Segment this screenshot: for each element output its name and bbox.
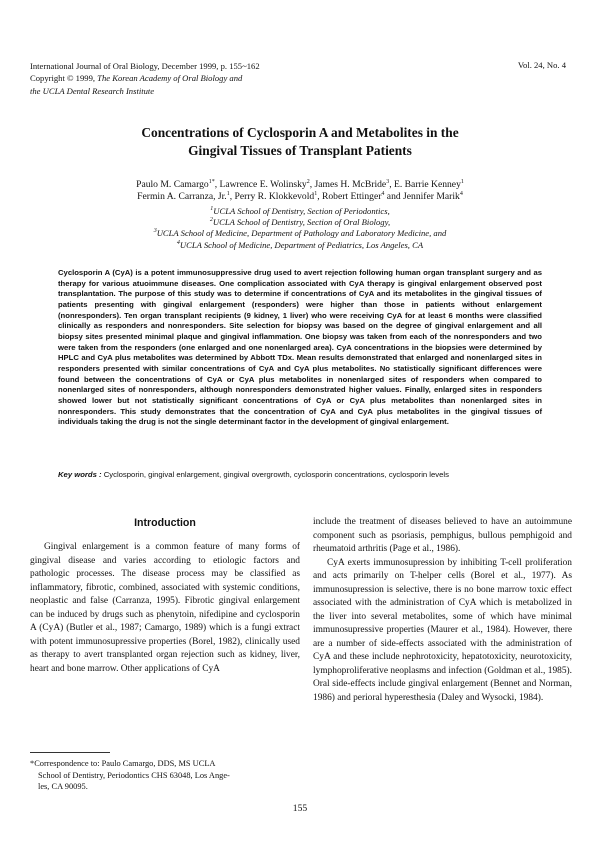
affiliations xyxy=(40,206,560,251)
affiliation-2: $^2$UCLA School of Dentistry, Section of Oral Biology, xyxy=(209,217,391,228)
keywords xyxy=(58,470,558,479)
author-list xyxy=(40,179,560,202)
journal-header xyxy=(30,60,260,97)
section-heading-introduction: Introduction xyxy=(134,517,196,529)
affiliation-3: $^3$UCLA School of Medicine, Department of Pathology and Laboratory Medicine, and xyxy=(153,228,447,239)
volume-issue: Vol. 24, No. 4 xyxy=(517,60,566,70)
correspondence-footnote: *Correspondence to: Paulo Camargo, DDS, MS UCLA School of Dentistry, Periodontics CHS 63048, Los Ange- les, CA 90095. xyxy=(30,759,230,792)
body-column-left xyxy=(30,541,300,676)
abstract: Cyclosporin A (CyA) is a potent immunosuppressive drug used to avert rejection following human organ transplant surgery and as therapy for various atuoimmune diseases. One complication associated with CyA therapy is gingival enlargement observed post transplantation. The purpose of this study was to determine if concentrations of CyA and its metabolites in the gingival tissues of patients presenting with gingival enlargement (responders) were higher than those in patients without enlargement (nonresponders). Ten organ transplant recipients (9 kidney, 1 liver) who were receiving CyA for at least 6 months were classified clinically as responders and nonresponders. Site selection for biopsy was based on the degree of gingival enlargement and all biopsy sites presented minimal plaque and gingival inflammation. One biopsy was taken from each of the nonresponders and two were taken from the responders (one enlarged and one nonenlarged area). CyA concentrations in the biopsies were determined by HPLC and CyA plus metabolites was determined by Abbott TDx. Mean results demonstrated that enlarged and nonenlarged sites in responders presented with similar concentrations of CyA and CyA plus metabolites. No statistically significant differences were found between the concentrations of CyA or CyA plus metabolites in nonenlarged sites of responders when compared to nonenlarged sites of nonresponders, although nonresponders demonstrated higher values. Finally, enlarged sites in responders showed lower but not statistically significant concentrations of CyA or CyA plus metabolites than nonenlarged sites in nonresponders. This study demonstrates that the concentration of CyA and CyA plus metabolites in the gingival tissues of individuals taking the drug is not the single determinant factor in the development of gingival enlargement. xyxy=(58,268,542,427)
copyright-line: Copyright © 1999, The Korean Academy of Oral Biology and xyxy=(30,73,243,84)
intro-paragraph-1-continued: include the treatment of diseases believed to have an autoimmune component such as psoriasis, pemphigus, bullous pemphigoid and rheumatoid arthritis (Page et al., 1986). xyxy=(313,517,572,554)
author-line-1: Paulo M. Camargo$^{1*}$, Lawrence E. Wolinsky$^2$, James H. McBride$^3$, E. Barrie Kenney$^1$ xyxy=(136,178,464,190)
footnote-divider xyxy=(30,752,110,753)
author-line-2: Fermin A. Carranza, Jr.$^1$, Perry R. Klokkevold$^1$, Robert Ettinger$^4$ and Jennifer Marik$^4$ xyxy=(137,190,463,202)
affiliation-4: $^4$UCLA School of Medicine, Department of Pediatrics, Los Angeles, CA xyxy=(176,239,424,250)
intro-paragraph-2: CyA exerts immunosupression by inhibiting T-cell proliferation and acts primarily on T-helper cells (Borel et al., 1977). As immunosupression is selective, there is no bone marrow toxic effect associated with the administration of CyA which is metabolized in the liver into several metabolites, some of which have minimal immunosupressive properties (Maurer et al., 1984). However, there are a number of side-effects associated with the administration of CyA and these include nephrotoxicity, hepatotoxicity, neurotoxicity, lymphoproliferative neoplasms and infection (Goldman et al., 1985). Oral side-effects include gingival enlargement (Bennet and Norman, 1986) and perioral hyperesthesia (Daley and Wysocki, 1984). xyxy=(313,557,572,703)
body-column-right xyxy=(313,516,572,705)
intro-paragraph-1: Gingival enlargement is a common feature of many forms of gingival disease and varies according to etiologic factors and pathologic processes. The disease process may be classified as inflammatory, fibrotic, combined, associated with systemic conditions, neoplastic and false (Carranza, 1995). Fibrotic gingival enlargement can be induced by drugs such as phenytoin, nifedipine and cyclosporin A (CyA) (Butler et al., 1987; Camargo, 1989) which is a fungi extract with potent immunosupressive properties (Borel, 1982), clinically used as therapy to avert transplanted organ rejection such as kidney, liver, heart and bone marrow. Other applications of CyA xyxy=(30,542,300,674)
journal-citation: International Journal of Oral Biology, December 1999, p. 155~162 xyxy=(30,61,260,71)
keywords-label: Key words : xyxy=(58,470,102,479)
institute-line: the UCLA Dental Research Institute xyxy=(30,85,155,96)
article-title: Concentrations of Cyclosporin A and Metabolites in the Gingival Tissues of Transplant Patients xyxy=(141,125,459,158)
page-number: 155 xyxy=(292,803,308,814)
keywords-list: Cyclosporin, gingival enlargement, gingival overgrowth, cyclosporin concentrations, cyclosporin levels xyxy=(101,470,449,479)
affiliation-1: $^1$UCLA School of Dentistry, Section of Periodontics, xyxy=(210,206,390,216)
